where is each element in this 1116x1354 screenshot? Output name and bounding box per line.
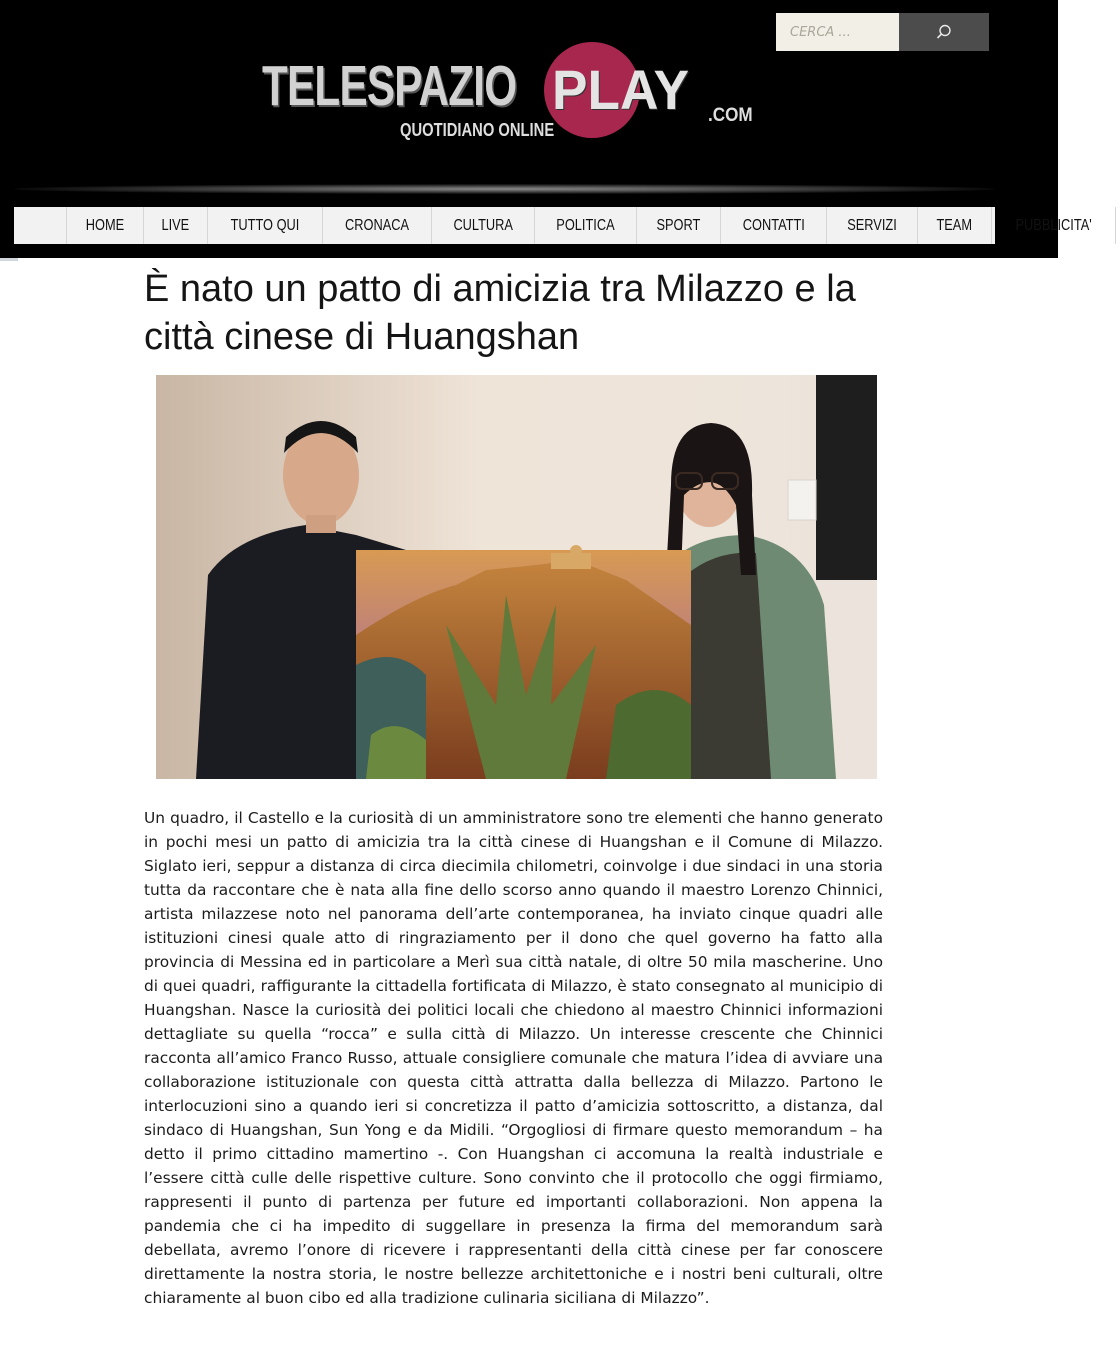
logo-subtitle: QUOTIDIANO ONLINE [400,120,555,140]
nav-item-label: TUTTO QUI [230,216,300,234]
nav-item-cultura[interactable] [432,207,535,244]
nav-item-label: CULTURA [453,216,513,234]
nav-item-pubblicita[interactable] [992,207,1116,244]
nav-item-label: SPORT [656,216,701,234]
nav-item-sport[interactable] [637,207,721,244]
nav-item-live[interactable] [144,207,208,244]
nav-item-label: CONTATTI [742,216,805,234]
logo-tld: .COM [708,105,753,126]
nav-item-team[interactable] [918,207,991,244]
nav-item-label: LIVE [161,216,190,234]
nav-item-label: PUBBLICITA' [1015,216,1092,234]
search-bar [776,13,989,51]
article-body: Un quadro, il Castello e la curiosità di un amministratore sono tre elementi che hanno generato in pochi mesi un patto di amicizia tra la città cinese di Huangshan e il Comune di Milazzo. Siglato ieri, seppur a distanza di circa diecimila chilometri, coinvolge i due sindaci in una storia tutta da raccontare che è nata alla fine dello scorso anno quando il maestro Lorenzo Chinnici, artista milazzese noto nel panorama dell’arte contemporanea, ha inviato cinque quadri alle istituzioni cinesi quale atto di ringraziamento per il dono che quel governo ha fatto alla provincia di Messina ed in particolare a Merì sua città natale, di oltre 50 mila mascherine. Uno di quei quadri, raffigurante la cittadella fortificata di Milazzo, è stato consegnato al municipio di Huangshan. Nasce la curiosità dei politici locali che chiedono al maestro Chinnici informazioni dettagliate su quella “rocca” e sulla città di Milazzo. Un interesse crescente che Chinnici racconta all’amico Franco Russo, attuale consigliere comunale che matura l’idea di avviare una collaborazione istituzionale con questa città attratta dalla bellezza di Milazzo. Partono le interlocuzioni sino a quando ieri si concretizza il patto d’amicizia sottoscritto, a distanza, dal sindaco di Huangshan, Sun Yong e da Midili. “Orgogliosi di firmare questo memorandum – ha detto il primo cittadino mamertino -. Con Huangshan ci accomuna la realtà industriale e l’essere città culle delle rispettive culture. Sono convinto che il protocollo che oggi firmiamo, rappresenti il punto di partenza per future ed importanti collaborazioni. Non appena la pandemia che ci ha impedito di suggellare in presenza la firma del memorandum sarà debellata, avremo l’onore di ricevere i rappresentanti della città cinese per far conoscere direttamente la nostra storia, le nostre bellezze architettoniche e i nostri beni culturali, oltre chiaramente al buon cibo ed alla tradizione culinaria siciliana di Milazzo”. [144,809,883,1307]
nav-list [66,207,1116,244]
search-button[interactable] [899,13,989,51]
article-title: È nato un patto di amicizia tra Milazzo e la città cinese di Huangshan [144,268,856,358]
nav-item-tutto-qui[interactable] [208,207,323,244]
search-input[interactable] [776,13,899,51]
nav-item-label: POLITICA [556,216,615,234]
nav-item-cronaca[interactable] [323,207,432,244]
nav-item-label: CRONACA [344,216,409,234]
nav-item-home[interactable] [67,207,144,244]
nav-item-label: HOME [85,216,125,234]
site-logo[interactable] [262,40,752,145]
nav-item-servizi[interactable] [827,207,918,244]
photo-illustration [156,375,877,779]
logo-main-text: TELESPAZIO [262,54,517,118]
nav-item-label: TEAM [936,216,973,234]
main-nav [14,207,1092,244]
nav-item-contatti[interactable] [721,207,828,244]
site-header [0,0,1092,258]
divider-line [0,258,18,261]
logo-play-text: PLAY [552,58,690,121]
article-photo [156,375,877,779]
nav-item-label: SERVIZI [847,216,898,234]
nav-divider [14,184,995,194]
search-icon [936,24,952,40]
nav-item-politica[interactable] [535,207,637,244]
